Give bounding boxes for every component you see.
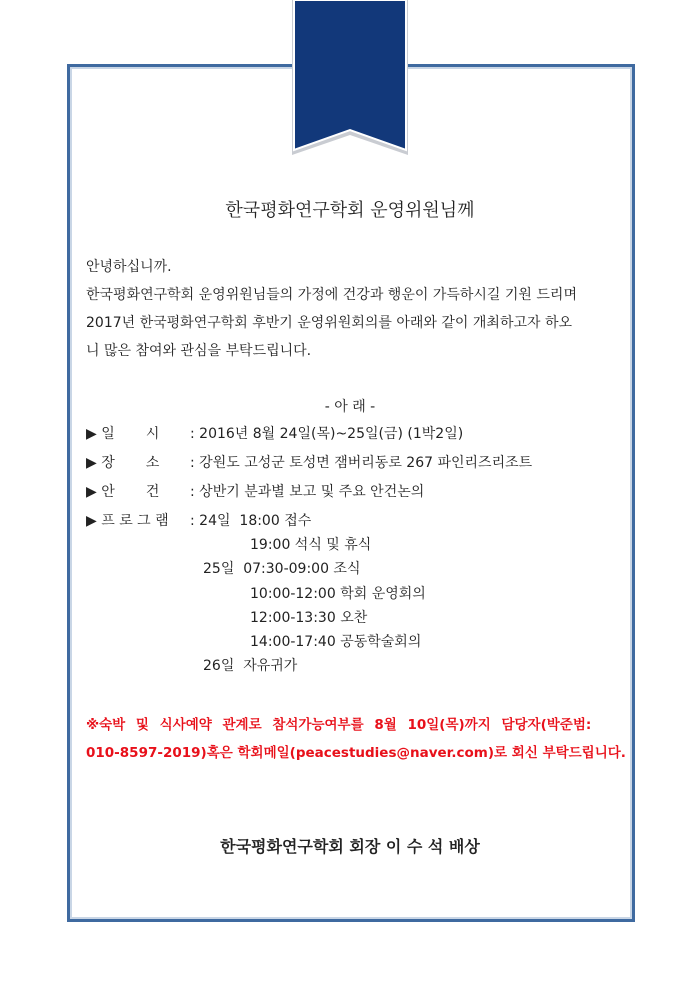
body-line: 한국평화연구학회 운영위원님들의 가정에 건강과 행운이 가득하시길 기원 드리며 [86,287,577,303]
item-label: ▶ 일 시 [86,426,160,442]
signature: 한국평화연구학회 회장 이 수 석 배상 [220,837,480,856]
letter-title: 한국평화연구학회 운영위원님께 [225,200,475,221]
greeting: 안녕하십니까. [86,259,172,275]
program-line: 14:00-17:40 공동학술회의 [250,634,422,650]
item-label: ▶ 안 건 [86,484,160,500]
item-label: ▶ 장 소 [86,455,160,471]
item-value: : 상반기 분과별 보고 및 주요 안건논의 [190,484,425,500]
notice-line: ※숙박 및 식사예약 관계로 참석가능여부를 8월 10일(목)까지 담당자(박준범: [86,717,592,733]
item-label: ▶ 프 로 그 램 [86,513,169,529]
notice-line: 010-8597-2019)혹은 학회메일(peacestudies@naver.com)로 회신 부탁드립니다. [86,745,626,761]
item-value: : 2016년 8월 24일(목)~25일(금) (1박2일) [190,426,464,442]
item-value: : 강원도 고성군 토성면 잼버리동로 267 파인리즈리조트 [190,455,533,471]
ribbon-bookmark-icon [290,0,410,158]
item-value: : 24일 18:00 접수 [190,513,312,529]
section-heading: - 아 래 - [324,399,376,415]
program-line: 10:00-12:00 학회 운영회의 [250,586,426,602]
program-line: 25일 07:30-09:00 조식 [203,561,361,577]
program-line: 26일 자유귀가 [203,658,298,674]
body-line: 니 많은 참여와 관심을 부탁드립니다. [86,343,312,359]
body-line: 2017년 한국평화연구학회 후반기 운영위원회의를 아래와 같이 개최하고자 하오 [86,315,573,331]
program-line: 19:00 석식 및 휴식 [250,537,372,553]
program-line: 12:00-13:30 오찬 [250,610,368,626]
